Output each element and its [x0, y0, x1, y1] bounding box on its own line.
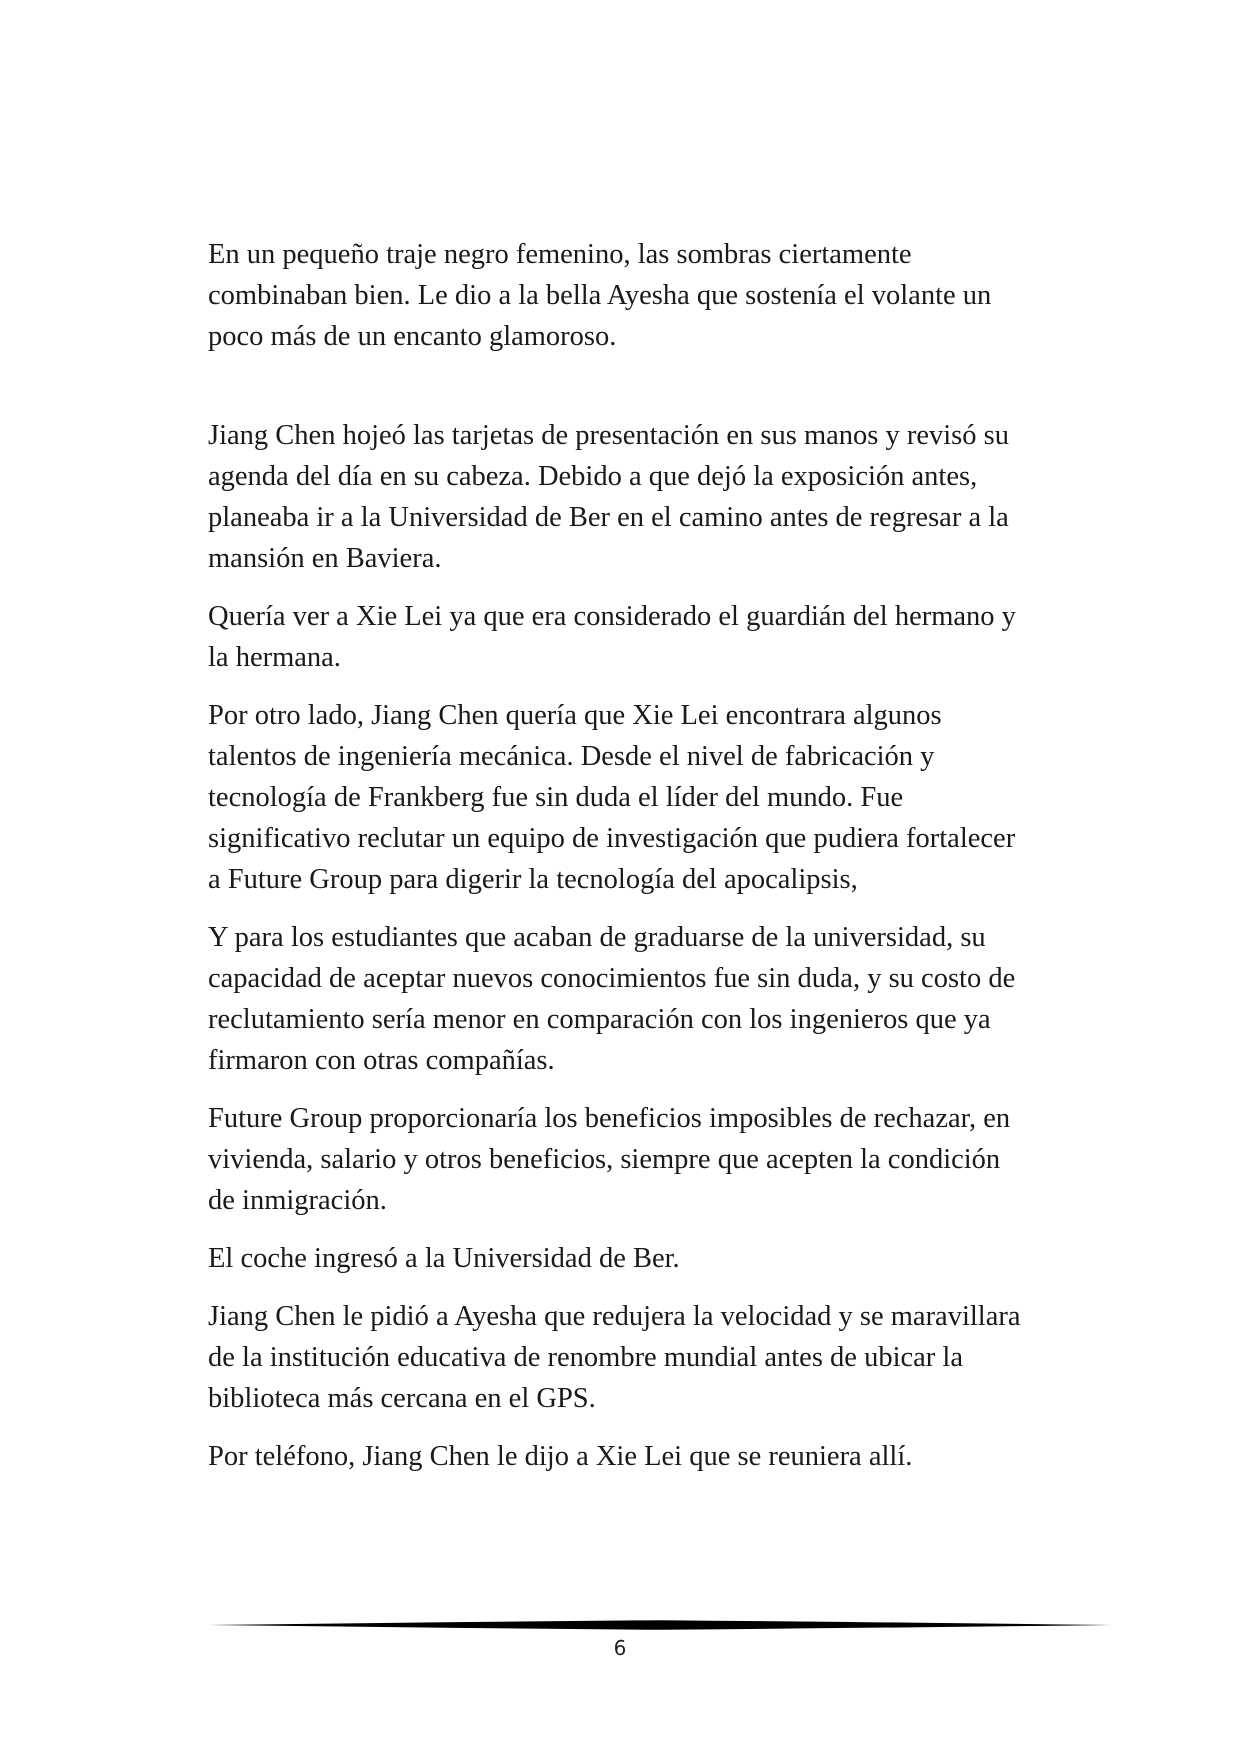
paragraph-4: Por otro lado, Jiang Chen quería que Xie Lei encontrara algunos talentos de ingeniería mecánica. Desde el nivel de fabricación y tecnología de Frankberg fue sin duda el líder del mundo. Fue significativo reclutar un equipo de investigación que pudiera fortalecer a Future Group para digerir la tecnología del apocalipsis,	[208, 700, 1016, 895]
paragraph-7: El coche ingresó a la Universidad de Ber.	[208, 1243, 680, 1274]
footer-divider	[208, 1618, 1112, 1632]
page-number: 6	[613, 1636, 627, 1660]
paragraph-9: Por teléfono, Jiang Chen le dijo a Xie Lei que se reuniera allí.	[208, 1441, 913, 1472]
paragraph-3: Quería ver a Xie Lei ya que era considerado el guardián del hermano y la hermana.	[208, 601, 1016, 673]
body-text	[208, 234, 1068, 1494]
paragraph-1: En un pequeño traje negro femenino, las sombras ciertamente combinaban bien. Le dio a la bella Ayesha que sostenía el volante un poco más de un encanto glamoroso.	[208, 239, 992, 352]
paragraph-5: Y para los estudiantes que acaban de graduarse de la universidad, su capacidad de aceptar nuevos conocimientos fue sin duda, y su costo de reclutamiento sería menor en comparación con los ingenieros que ya firmaron con otras compañías.	[208, 922, 1016, 1076]
paragraph-8: Jiang Chen le pidió a Ayesha que redujera la velocidad y se maravillara de la institución educativa de renombre mundial antes de ubicar la biblioteca más cercana en el GPS.	[208, 1301, 1021, 1414]
paragraph-6: Future Group proporcionaría los beneficios imposibles de rechazar, en vivienda, salario y otros beneficios, siempre que acepten la condición de inmigración.	[208, 1103, 1011, 1216]
footer-divider-stroke	[208, 1620, 1112, 1630]
paragraph-2: Jiang Chen hojeó las tarjetas de presentación en sus manos y revisó su agenda del día en su cabeza. Debido a que dejó la exposición antes, planeaba ir a la Universidad de Ber en el camino antes de regresar a la mansión en Baviera.	[208, 420, 1009, 574]
